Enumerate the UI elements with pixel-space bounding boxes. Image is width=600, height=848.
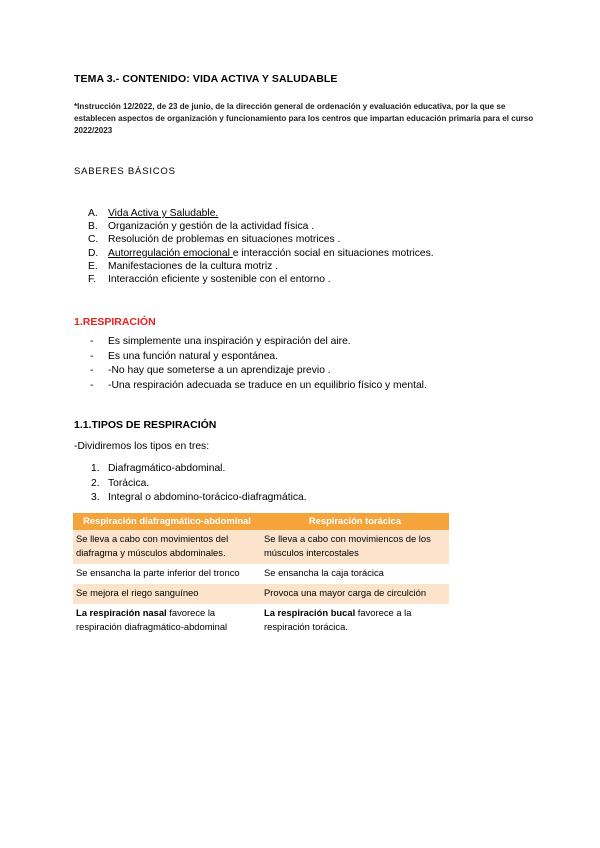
list-item	[88, 220, 434, 233]
table-cell	[73, 604, 261, 638]
table-cell: Se lleva a cabo con movimiencos de los músculos intercostales	[261, 530, 449, 564]
list-item-text: Torácica.	[108, 477, 150, 489]
list-item-text: Interacción eficiente y sostenible con el entorno .	[108, 274, 331, 286]
list-item-text: -No hay que someterse a un aprendizaje previo .	[108, 365, 331, 377]
list-marker: B.	[88, 221, 98, 233]
saberes-heading: SABERES BÁSICOS	[74, 166, 176, 177]
list-item	[91, 477, 307, 492]
table-cell: Se lleva a cabo con movimientos del diafragma y músculos abdominales.	[73, 530, 261, 564]
underlined-text: Autorregulación emocional	[108, 247, 233, 259]
footnote-instruccion: *Instrucción 12/2022, de 23 de junio, de la dirección general de ordenación y evaluación educativa, por la que se establecen aspectos de organización y funcionamiento para los centros que impartan educación primaria para el curso 2022/2023	[74, 102, 534, 135]
list-item-text: Organización y gestión de la actividad física .	[108, 221, 315, 233]
list-item	[90, 379, 427, 394]
table-row	[73, 564, 449, 584]
dash-marker: -	[90, 379, 94, 391]
tipos-list	[91, 462, 307, 506]
cell-rest: favorece a la respiración torácica.	[264, 607, 412, 632]
list-item	[91, 462, 307, 477]
list-item	[88, 247, 434, 260]
list-item	[90, 335, 427, 350]
table-cell	[261, 604, 449, 638]
page-title: TEMA 3.- CONTENIDO: VIDA ACTIVA Y SALUDABLE	[74, 73, 338, 85]
table-header-row	[73, 513, 449, 530]
cell-rest: favorece la respiración diafragmático-abdominal	[76, 607, 228, 632]
dash-marker: -	[90, 350, 94, 362]
list-number: 3.	[91, 492, 100, 503]
list-item	[88, 260, 434, 273]
table-row	[73, 604, 449, 638]
dash-marker: -	[90, 365, 94, 377]
list-item	[88, 233, 434, 246]
respiration-comparison-table	[73, 513, 449, 638]
list-item-text: Resolución de problemas en situaciones motrices .	[108, 234, 341, 246]
table-row	[73, 530, 449, 564]
list-marker: E.	[88, 260, 98, 272]
table-cell: Se mejora el riego sanguíneo	[73, 584, 261, 604]
dash-marker: -	[90, 336, 94, 347]
list-marker: A.	[88, 208, 98, 219]
tipos-title: 1.1.TIPOS DE RESPIRACIÓN	[74, 419, 217, 431]
table-header: Respiración diafragmático-abdominal	[73, 513, 261, 530]
list-marker: D.	[88, 247, 99, 259]
table-cell: Se ensancha la caja torácica	[261, 564, 449, 584]
list-number: 2.	[91, 477, 100, 489]
table-header: Respiración torácica	[261, 513, 449, 530]
list-item	[90, 350, 427, 365]
list-item-text	[108, 247, 434, 260]
list-item-text: Es una función natural y espontánea.	[108, 350, 279, 362]
list-item	[88, 207, 434, 220]
list-item-text: Diafragmático-abdominal.	[108, 463, 226, 474]
list-item-text: Manifestaciones de la cultura motriz .	[108, 260, 278, 272]
list-item	[88, 273, 434, 286]
respiracion-list	[90, 335, 427, 393]
bold-text: La respiración bucal	[264, 607, 356, 618]
list-item-rest: e interacción social en situaciones motrices.	[232, 247, 434, 259]
table-cell: Provoca una mayor carga de circulción	[261, 584, 449, 604]
table-row	[73, 584, 449, 604]
list-item	[90, 364, 427, 379]
tipos-intro: -Dividiremos los tipos en tres:	[74, 441, 210, 452]
table-cell: Se ensancha la parte inferior del tronco	[73, 564, 261, 584]
list-marker: F.	[88, 274, 97, 286]
saberes-list	[88, 207, 434, 286]
bold-text: La respiración nasal	[76, 607, 167, 618]
list-item-text: Integral o abdomino-torácico-diafragmática.	[108, 492, 307, 503]
list-item-text: Es simplemente una inspiración y espiración del aire.	[108, 336, 351, 347]
list-marker: C.	[88, 234, 99, 246]
list-number: 1.	[91, 463, 100, 474]
list-item	[91, 491, 307, 506]
respiracion-title: 1.RESPIRACIÓN	[74, 316, 156, 328]
list-item-text: Vida Activa y Saludable.	[108, 208, 219, 219]
list-item-text: -Una respiración adecuada se traduce en un equilibrio físico y mental.	[108, 379, 427, 391]
